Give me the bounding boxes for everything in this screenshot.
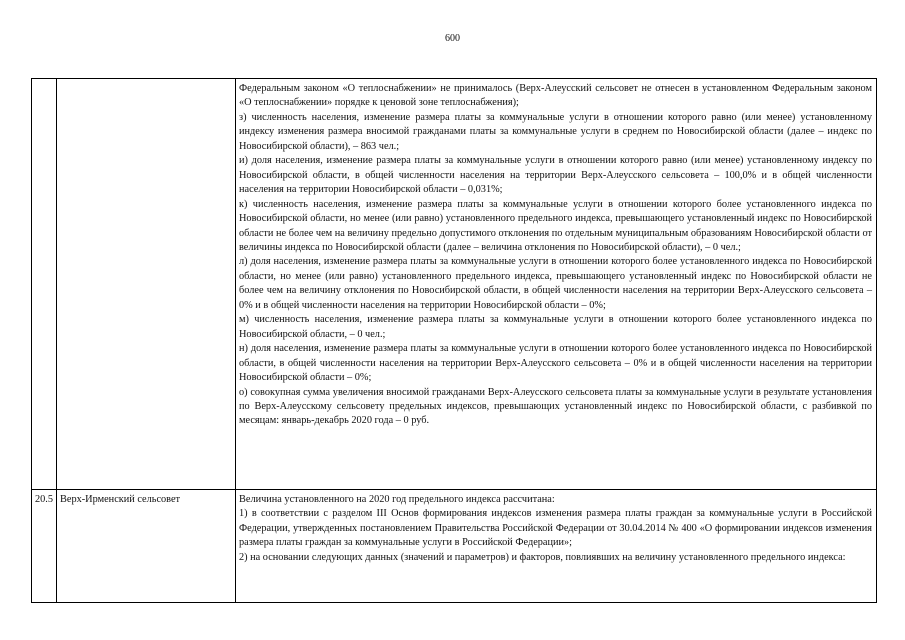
paragraph: 1) в соответствии с разделом III Основ формирования индексов изменения размера платы граждан за коммунальные услуги в Российской Федерации, утвержденных постановлением Правительства Российской Федерации от 30.04.2014 № 400 «О формировании индексов изменения размера платы граждан за коммунальные услуги в Российской Федерации»; <box>239 508 872 549</box>
paragraph: к) численность населения, изменение размера платы за коммунальные услуги в отношении которого более установленного индекса по Новосибирской области, но менее (или равно) установленного предельного индекса, превышающего установленный индекс по Новосибирской области не более чем на величину предельно допустимого отклонения по отдельным муниципальным образованиям Новосибирской области от величины индекса по Новосибирской области (далее – величина отклонения по Новосибирской области), – 0 чел.; <box>239 198 872 253</box>
paragraph: л) доля населения, изменение размера платы за коммунальные услуги в отношении которого более установленного индекса по Новосибирской области, но менее (или равно) установленного предельного индекса, превышающего установленный индекс по Новосибирской области не более чем на величину отклонения по Новосибирской области, в общей численности населения на территории Верх-Алеусского сельсовета – 0% и в общей численности населения на территории Новосибирской области – 0%; <box>239 256 872 311</box>
table-row <box>32 490 877 603</box>
row-number-cell <box>32 79 57 490</box>
paragraph: з) численность населения, изменение размера платы за коммунальные услуги в отношении которого равно (или менее) установленному индексу изменения размера вносимой гражданами платы за коммунальные услуги в среднем по Новосибирской области (далее – индекс по Новосибирской области), – 863 чел.; <box>239 111 872 152</box>
description-cell <box>236 490 877 603</box>
paragraph: Величина установленного на 2020 год предельного индекса рассчитана: <box>239 494 555 505</box>
table-row <box>32 79 877 490</box>
municipality-name-cell <box>57 79 236 490</box>
paragraph: н) доля населения, изменение размера платы за коммунальные услуги в отношении которого более установленного индекса по Новосибирской области, в общей численности населения на территории Верх-Алеусского сельсовета – 0% и в общей численности населения на территории Новосибирской области – 0%; <box>239 343 872 384</box>
description-cell <box>236 79 877 490</box>
paragraph: Федеральным законом «О теплоснабжении» не принималось (Верх-Алеусский сельсовет не отнесен в установленном Федеральным законом «О теплоснабжении» порядке к ценовой зоне теплоснабжения); <box>239 83 872 109</box>
municipality-name-cell: Верх-Ирменский сельсовет <box>57 490 236 603</box>
page-number: 600 <box>445 33 460 44</box>
paragraph: и) доля населения, изменение размера платы за коммунальные услуги в отношении которого равно (или менее) установленному индексу по Новосибирской области, в общей численности населения на территории Верх-Алеусского сельсовета – 100,0% и в общей численности населения на территории Новосибирской области – 0,031%; <box>239 155 872 196</box>
document-table <box>31 78 877 603</box>
row-number-cell: 20.5 <box>32 490 57 603</box>
paragraph: м) численность населения, изменение размера платы за коммунальные услуги в отношении которого более установленного индекса по Новосибирской области, – 0 чел.; <box>239 314 872 340</box>
paragraph: о) совокупная сумма увеличения вносимой гражданами Верх-Алеусского сельсовета платы за коммунальные услуги в результате установления по Верх-Алеусскому сельсовету предельных индексов, превышающих установленный индекс по Новосибирской области, с разбивкой по месяцам: январь-декабрь 2020 года – 0 руб. <box>239 386 872 427</box>
paragraph: 2) на основании следующих данных (значений и параметров) и факторов, повлиявших на величину установленного предельного индекса: <box>239 551 846 563</box>
